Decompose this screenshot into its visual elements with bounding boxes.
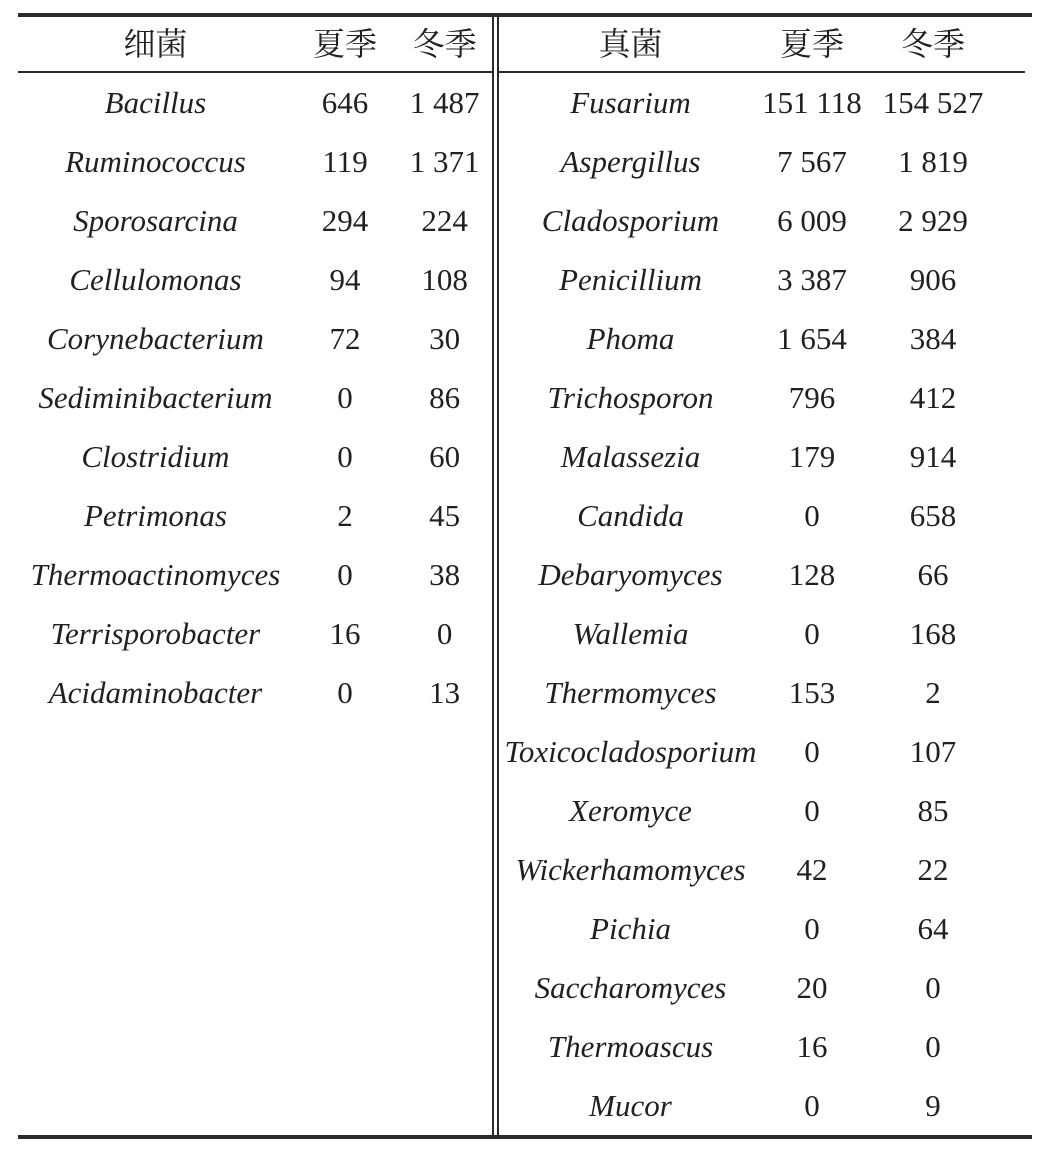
table-row [18,73,492,132]
table-row [499,781,1025,840]
table-row [18,309,492,368]
summer-count-cell: 0 [804,734,820,769]
table-row [18,250,492,309]
genus-cell: Terrisporobacter [50,616,261,651]
summer-count-cell: 0 [804,1088,820,1123]
table-row [499,309,1025,368]
bacteria-header-row [18,17,492,73]
summer-count-cell: 1 654 [777,321,847,356]
bacteria-body [18,73,492,722]
table-row [499,840,1025,899]
summer-count-cell: 72 [329,321,361,356]
table-row [499,250,1025,309]
summer-count-cell: 119 [322,144,368,179]
winter-count-cell: 9 [925,1088,941,1123]
winter-count-cell: 13 [429,675,461,710]
summer-count-cell: 151 118 [762,85,862,120]
winter-count-cell: 168 [909,616,957,651]
winter-count-cell: 1 487 [409,85,480,120]
summer-count-cell: 16 [329,616,361,651]
table-row [499,427,1025,486]
winter-count-cell: 1 819 [898,144,968,179]
genus-cell: Saccharomyces [534,970,727,1005]
genus-cell: Thermomyces [544,675,717,710]
summer-count-cell: 646 [321,85,369,120]
genus-cell: Xeromyce [569,793,692,828]
genus-cell: Thermoascus [547,1029,714,1064]
bacteria-taxon-header: 细菌 [123,26,188,62]
genus-cell: Toxicocladosporium [504,734,757,769]
summer-count-cell: 0 [804,616,820,651]
winter-count-cell: 30 [429,321,461,356]
bacteria-winter-header: 冬季 [412,26,477,62]
genus-cell: Trichosporon [547,380,714,415]
table-row [499,191,1025,250]
summer-count-cell: 16 [796,1029,828,1064]
winter-count-cell: 107 [909,734,957,769]
genus-cell: Cellulomonas [69,262,242,297]
table-row [499,73,1025,132]
winter-count-cell: 2 [925,675,941,710]
genus-cell: Wickerhamomyces [515,852,746,887]
fungi-summer-header: 夏季 [779,26,844,62]
table-row [499,1017,1025,1076]
winter-count-cell: 2 929 [898,203,968,238]
table-row [499,604,1025,663]
table-row [18,132,492,191]
winter-count-cell: 0 [436,616,453,651]
table-row [18,604,492,663]
genus-cell: Thermoactinomyces [30,557,281,592]
summer-count-cell: 94 [329,262,361,297]
summer-count-cell: 42 [796,852,828,887]
genus-cell: Mucor [589,1088,672,1123]
winter-count-cell: 384 [909,321,957,356]
summer-count-cell: 796 [788,380,836,415]
summer-count-cell: 0 [337,439,353,474]
table-row [499,958,1025,1017]
winter-count-cell: 86 [429,380,461,415]
bacteria-summer-header: 夏季 [313,26,378,62]
fungi-body [499,73,1025,1135]
genus-cell: Corynebacterium [46,321,264,356]
table-row [499,486,1025,545]
genus-cell: Aspergillus [560,144,701,179]
table-row [499,545,1025,604]
summer-count-cell: 294 [321,203,369,238]
summer-count-cell: 20 [796,970,828,1005]
table-row [18,545,492,604]
winter-count-cell: 154 527 [882,85,984,120]
winter-count-cell: 412 [909,380,957,415]
fungi-taxon-header: 真菌 [598,26,663,62]
winter-count-cell: 22 [917,852,949,887]
summer-count-cell: 0 [804,498,820,533]
summer-count-cell: 0 [804,793,820,828]
winter-count-cell: 85 [917,793,949,828]
genus-cell: Bacillus [104,85,207,120]
summer-count-cell: 0 [337,675,353,710]
table-row [18,486,492,545]
genus-cell: Cladosporium [541,203,720,238]
genus-cell: Pichia [590,911,671,946]
summer-count-cell: 0 [804,911,820,946]
bacteria-table [18,17,492,1135]
fungi-winter-header: 冬季 [900,26,965,62]
genus-cell: Debaryomyces [538,557,723,592]
table-row [18,368,492,427]
winter-count-cell: 658 [909,498,957,533]
winter-count-cell: 45 [429,498,461,533]
genus-cell: Petrimonas [83,498,227,533]
genus-cell: Sediminibacterium [38,380,273,415]
winter-count-cell: 66 [917,557,949,592]
winter-count-cell: 0 [925,1029,941,1064]
table-row [499,1076,1025,1135]
taxa-count-table [18,13,1032,1139]
genus-cell: Penicillium [559,262,702,297]
genus-cell: Candida [577,498,684,533]
genus-cell: Acidaminobacter [48,675,263,710]
table-row [499,132,1025,191]
fungi-header-row [499,17,1025,73]
summer-count-cell: 0 [337,380,353,415]
table-row [18,427,492,486]
genus-cell: Phoma [586,321,675,356]
winter-count-cell: 906 [909,262,957,297]
genus-cell: Fusarium [570,85,691,120]
genus-cell: Ruminococcus [65,144,246,179]
winter-count-cell: 1 371 [409,144,480,179]
winter-count-cell: 0 [925,970,941,1005]
fungi-table [492,17,1025,1135]
table-row [18,663,492,722]
summer-count-cell: 179 [788,439,836,474]
table-row [18,191,492,250]
summer-count-cell: 0 [337,557,353,592]
genus-cell: Wallemia [572,616,689,651]
genus-cell: Clostridium [81,439,230,474]
winter-count-cell: 60 [429,439,461,474]
genus-cell: Sporosarcina [73,203,238,238]
winter-count-cell: 914 [909,439,957,474]
table-row [499,722,1025,781]
summer-count-cell: 2 [337,498,353,533]
winter-count-cell: 108 [421,262,468,297]
summer-count-cell: 153 [788,675,836,710]
winter-count-cell: 224 [421,203,468,238]
winter-count-cell: 64 [917,911,949,946]
table-row [499,368,1025,427]
genus-cell: Malassezia [560,439,701,474]
summer-count-cell: 7 567 [777,144,847,179]
summer-count-cell: 128 [788,557,836,592]
summer-count-cell: 6 009 [777,203,847,238]
summer-count-cell: 3 387 [777,262,847,297]
winter-count-cell: 38 [429,557,461,592]
table-row [499,899,1025,958]
table-row [499,663,1025,722]
